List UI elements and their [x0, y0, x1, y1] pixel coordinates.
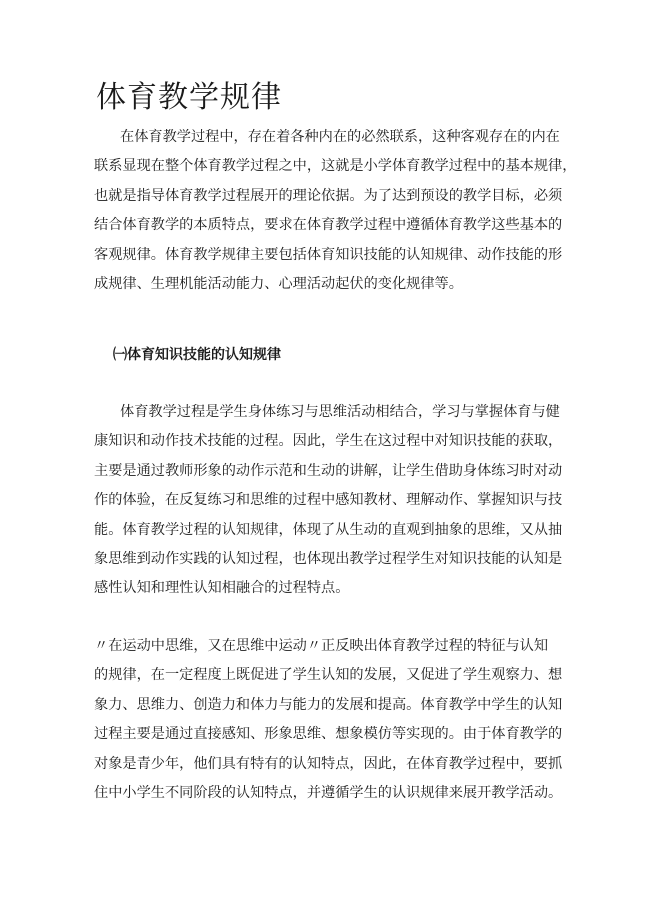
paragraph-line: 在体育教学过程中，存在着各种内在的必然联系，这种客观存在的内在 [120, 129, 560, 145]
paragraph-line: 能。体育教学过程的认知规律，体现了从生动的直观到抽象的思维，又从抽 [94, 521, 563, 538]
paragraph-line: 感性认知和理性认知相融合的过程特点。 [94, 580, 350, 597]
paragraph-line: 〃在运动中思维，又在思维中运动〃正反映出体育教学过程的特征与认知 [94, 638, 549, 654]
paragraph-line: 主要是通过教师形象的动作示范和生动的讲解，让学生借助身体练习时对动 [94, 462, 563, 479]
document-title: 体育教学规律 [96, 80, 282, 115]
paragraph-line: 对象是青少年，他们具有特有的认知特点，因此，在体育教学过程中，要抓 [94, 755, 563, 772]
paragraph-line: 也就是指导体育教学过程展开的理论依据。为了达到预设的教学目标，必须 [94, 187, 563, 204]
paragraph-line: 象思维到动作实践的认知过程，也体现出教学过程学生对知识技能的认知是 [94, 551, 563, 568]
paragraph-line: 住中小学生不同阶段的认知特点，并遵循学生的认识规律来展开教学活动。 [94, 785, 563, 802]
paragraph-line: 康知识和动作技术技能的过程。因此，学生在这过程中对知识技能的获取， [94, 433, 563, 450]
paragraph-line: 体育教学过程是学生身体练习与思维活动相结合，学习与掌握体育与健 [120, 404, 560, 420]
paragraph-thinking-in-motion [94, 632, 563, 808]
paragraph-cognition [94, 398, 563, 604]
paragraph-line: 结合体育教学的本质特点，要求在体育教学过程中遵循体育教学这些基本的 [94, 217, 563, 234]
paragraph-intro [94, 123, 577, 299]
paragraph-line: 联系显现在整个体育教学过程之中，这就是小学体育教学过程中的基本规律， [94, 158, 577, 175]
paragraph-line: 过程主要是通过直接感知、形象思维、想象模仿等实现的。由于体育教学的 [94, 726, 563, 743]
paragraph-line: 客观规律。体育教学规律主要包括体育知识技能的认知规律、动作技能的形 [94, 246, 563, 263]
paragraph-line: 象力、思维力、创造力和体力与能力的发展和提高。体育教学中学生的认知 [94, 696, 563, 713]
paragraph-line: 成规律、生理机能活动能力、心理活动起伏的变化规律等。 [94, 276, 463, 293]
paragraph-line: 作的体验，在反复练习和思维的过程中感知教材、理解动作、掌握知识与技 [94, 492, 563, 509]
paragraph-line: 的规律，在一定程度上既促进了学生认知的发展，又促进了学生观察力、想 [94, 667, 563, 684]
section-heading: ㈠体育知识技能的认知规律 [113, 347, 281, 363]
